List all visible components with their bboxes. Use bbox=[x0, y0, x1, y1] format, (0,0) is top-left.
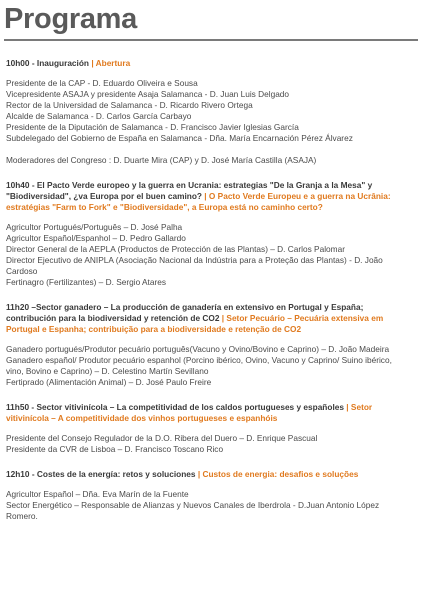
page-title: Programa bbox=[4, 3, 137, 35]
heading-portuguese: | Setor vitivinícola – A competitividade dos vinhos portugueses e espanhóis bbox=[6, 402, 373, 423]
speaker-line: Presidente de la Diputación de Salamanca - D. Francisco Javier Iglesias García bbox=[6, 122, 299, 132]
speaker-line: Presidente de la CAP - D. Eduardo Oliveira e Sousa bbox=[6, 78, 198, 88]
speaker-line: Agricultor Español/Espanhol – D. Pedro Gallardo bbox=[6, 233, 186, 243]
speaker-line: Vicepresidente ASAJA y presidente Asaja Salamanca - D. Juan Luis Delgado bbox=[6, 89, 290, 99]
session-sector-ganadero bbox=[6, 302, 410, 388]
session-heading bbox=[6, 58, 410, 69]
session-heading bbox=[6, 180, 410, 213]
speaker-line: Fertinagro (Fertilizantes) – D. Sergio Atares bbox=[6, 277, 167, 287]
heading-spanish: 10h00 - Inauguración bbox=[6, 58, 89, 68]
session-heading bbox=[6, 469, 410, 480]
heading-portuguese: | Setor Pecuário – Pecuária extensiva em Portugal e Espanha; contribuição para a biodiversidade e retenção de CO2 bbox=[6, 313, 384, 334]
speaker-line: Fertiprado (Alimentación Animal) – D. José Paulo Freire bbox=[6, 377, 212, 387]
speaker-line: Sector Energético – Responsable de Alianzas y Nuevos Canales de Iberdrola - D.Juan Antonio López Romero. bbox=[6, 500, 380, 521]
session-heading bbox=[6, 302, 410, 335]
session-costes-energia bbox=[6, 469, 410, 522]
session-pacto-verde bbox=[6, 180, 410, 288]
speaker-line: Agricultor Español – Dña. Eva Marín de la Fuente bbox=[6, 489, 189, 499]
speaker-line: Subdelegado del Gobierno de España en Salamanca - Dña. María Encarnación Pérez Álvarez bbox=[6, 133, 353, 143]
heading-spanish: 10h40 - El Pacto Verde europeo y la guerra en Ucrania: estrategias "De la Granja a la Mesa" y "Biodiversidad", ¿va Europa por el buen camino? bbox=[6, 180, 373, 201]
heading-portuguese: | Abertura bbox=[91, 58, 131, 68]
heading-spanish: 11h50 - Sector vitivinícola – La competitividad de los caldos portugueses y españoles bbox=[6, 402, 344, 412]
heading-spanish: 12h10 - Costes de la energía: retos y soluciones bbox=[6, 469, 196, 479]
title-divider bbox=[4, 39, 418, 41]
moderators-line: Moderadores del Congreso : D. Duarte Mira (CAP) y D. José María Castilla (ASAJA) bbox=[6, 155, 317, 165]
speaker-line: Agricultor Portugués/Português – D. José Palha bbox=[6, 222, 183, 232]
heading-portuguese: | O Pacto Verde Europeu e a guerra na Ucrânia: estratégias "Farm to Fork" e "Biodiversidade", a Europa está no caminho certo? bbox=[6, 191, 391, 212]
speaker-line: Director Ejecutivo de ANIPLA (Asociação Nacional da Indústria para a Proteção das Plantas) - D. João Cardoso bbox=[6, 255, 383, 276]
session-sector-vitivinicola bbox=[6, 402, 410, 455]
speaker-line: Presidente del Consejo Regulador de la D.O. Ribera del Duero – D. Enrique Pascual bbox=[6, 433, 318, 443]
heading-portuguese: | Custos de energia: desafios e soluções bbox=[197, 469, 359, 479]
speaker-line: Ganadero portugués/Produtor pecuário português(Vacuno y Ovino/Bovino e Caprino) – D. João Madeira bbox=[6, 344, 390, 354]
speaker-line: Rector de la Universidad de Salamanca - D. Ricardo Rivero Ortega bbox=[6, 100, 253, 110]
speaker-line: Presidente da CVR de Lisboa – D. Francisco Toscano Rico bbox=[6, 444, 224, 454]
speaker-line: Director General de la AEPLA (Productos de Protección de las Plantas) – D. Carlos Palomar bbox=[6, 244, 345, 254]
session-inauguracion bbox=[6, 58, 410, 166]
program-content bbox=[6, 58, 410, 522]
speaker-line: Ganadero español/ Produtor pecuário espanhol (Porcino ibérico, Ovino, Vacuno y Caprino/ Suino ibérico, vino, Bovino e Caprino) – D. Celestino Martín Sevillano bbox=[6, 355, 392, 376]
session-heading bbox=[6, 402, 410, 424]
heading-spanish: 11h20 –Sector ganadero – La producción de ganadería en extensivo en Portugal y España; contribución para la biodiversidad y retención de CO2 bbox=[6, 302, 364, 323]
speaker-line: Alcalde de Salamanca - D. Carlos García Carbayo bbox=[6, 111, 192, 121]
